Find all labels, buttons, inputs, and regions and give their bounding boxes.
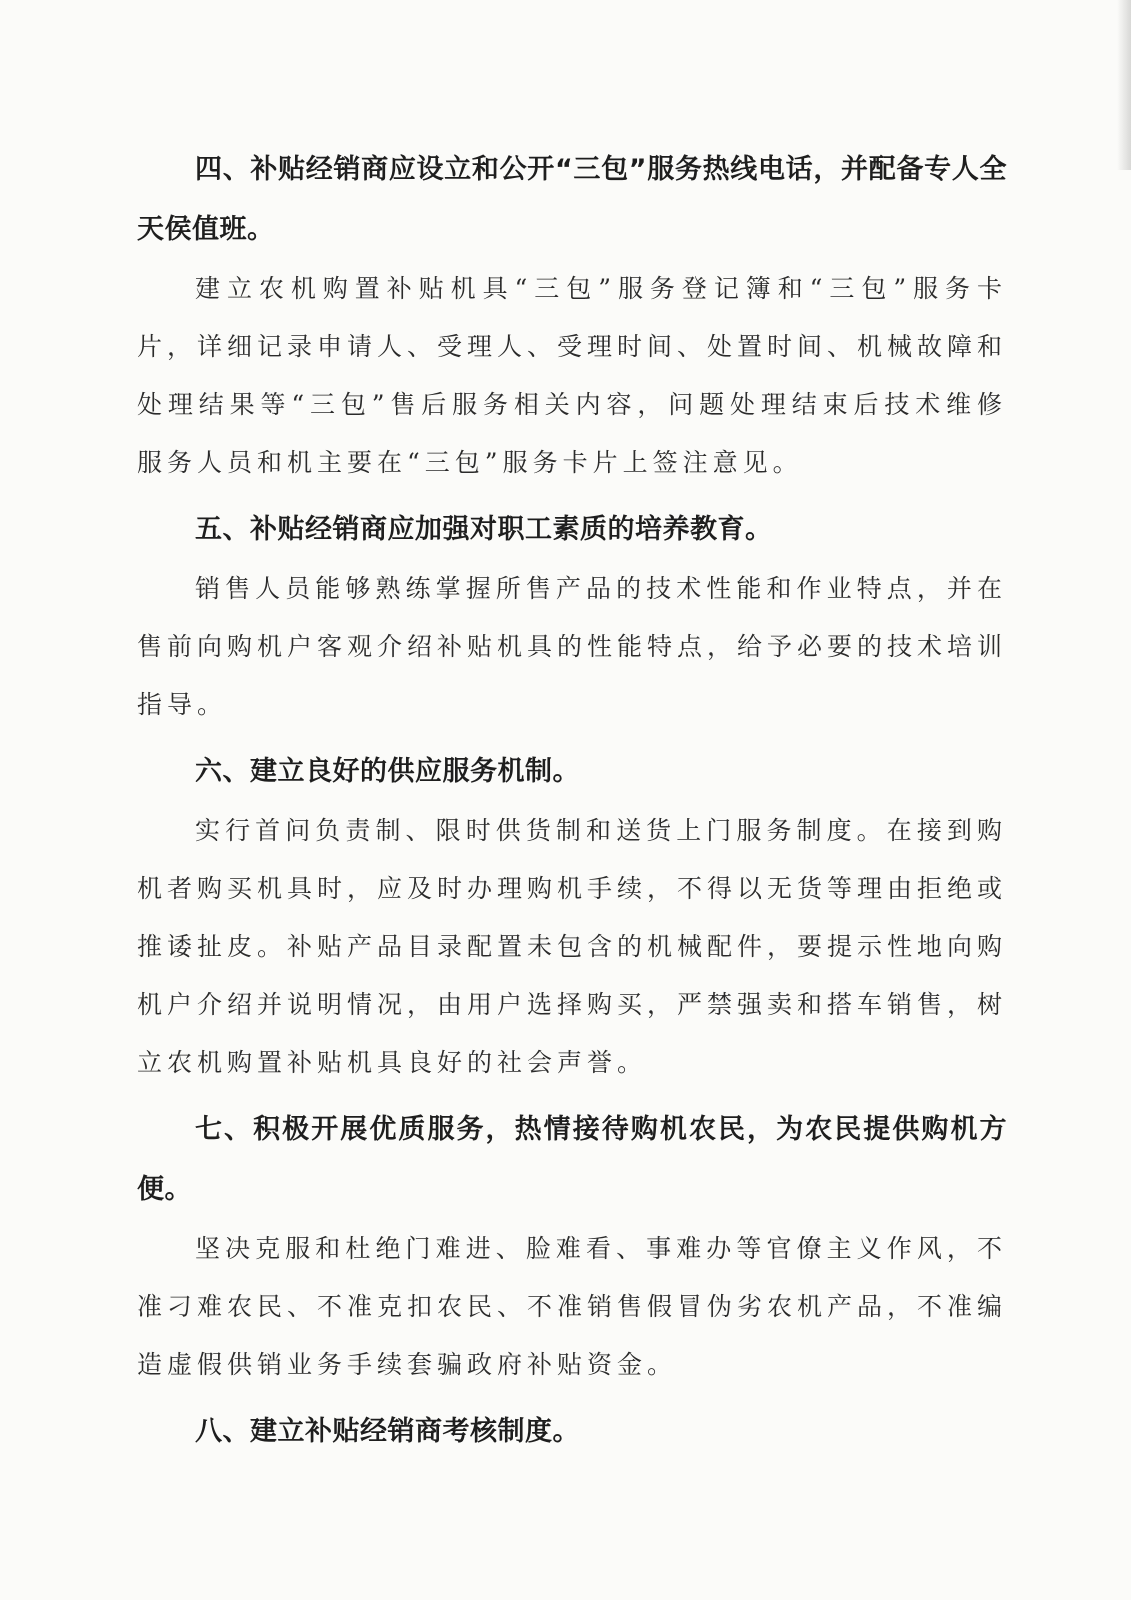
section-6-body: 实行首问负责制、限时供货制和送货上门服务制度。在接到购机者购买机具时，应及时办理购机手续，不得以无货等理由拒绝或推诿扯皮。补贴产品目录配置未包含的机械配件，要提示性地向购机户介绍并说明情况，由用户选择购买，严禁强卖和搭车销售，树立农机购置补贴机具良好的社会声誉。 — [137, 816, 1008, 1077]
section-7-heading: 七、积极开展优质服务，热情接待购机农民，为农民提供购机方便。 — [137, 1114, 1007, 1205]
section-7-body: 坚决克服和杜绝门难进、脸难看、事难办等官僚主义作风，不准刁难农民、不准克扣农民、不准销售假冒伪劣农机产品，不准编造虚假供销业务手续套骗政府补贴资金。 — [137, 1234, 1008, 1379]
section-8-heading: 八、建立补贴经销商考核制度。 — [195, 1416, 580, 1447]
section-5-heading: 五、补贴经销商应加强对职工素质的培养教育。 — [195, 514, 773, 545]
section-5-body: 销售人员能够熟练掌握所售产品的技术性能和作业特点，并在售前向购机户客观介绍补贴机具的性能特点，给予必要的技术培训指导。 — [137, 574, 1008, 719]
section-6-heading: 六、建立良好的供应服务机制。 — [195, 756, 580, 787]
section-4-body: 建立农机购置补贴机具“三包”服务登记簿和“三包”服务卡片，详细记录申请人、受理人、受理时间、处置时间、机械故障和处理结果等“三包”售后服务相关内容，问题处理结束后技术维修服务人员和机主要在“三包”服务卡片上签注意见。 — [137, 274, 1008, 477]
document-body — [137, 140, 1007, 1462]
section-4-heading: 四、补贴经销商应设立和公开“三包”服务热线电话，并配备专人全天侯值班。 — [137, 154, 1007, 245]
